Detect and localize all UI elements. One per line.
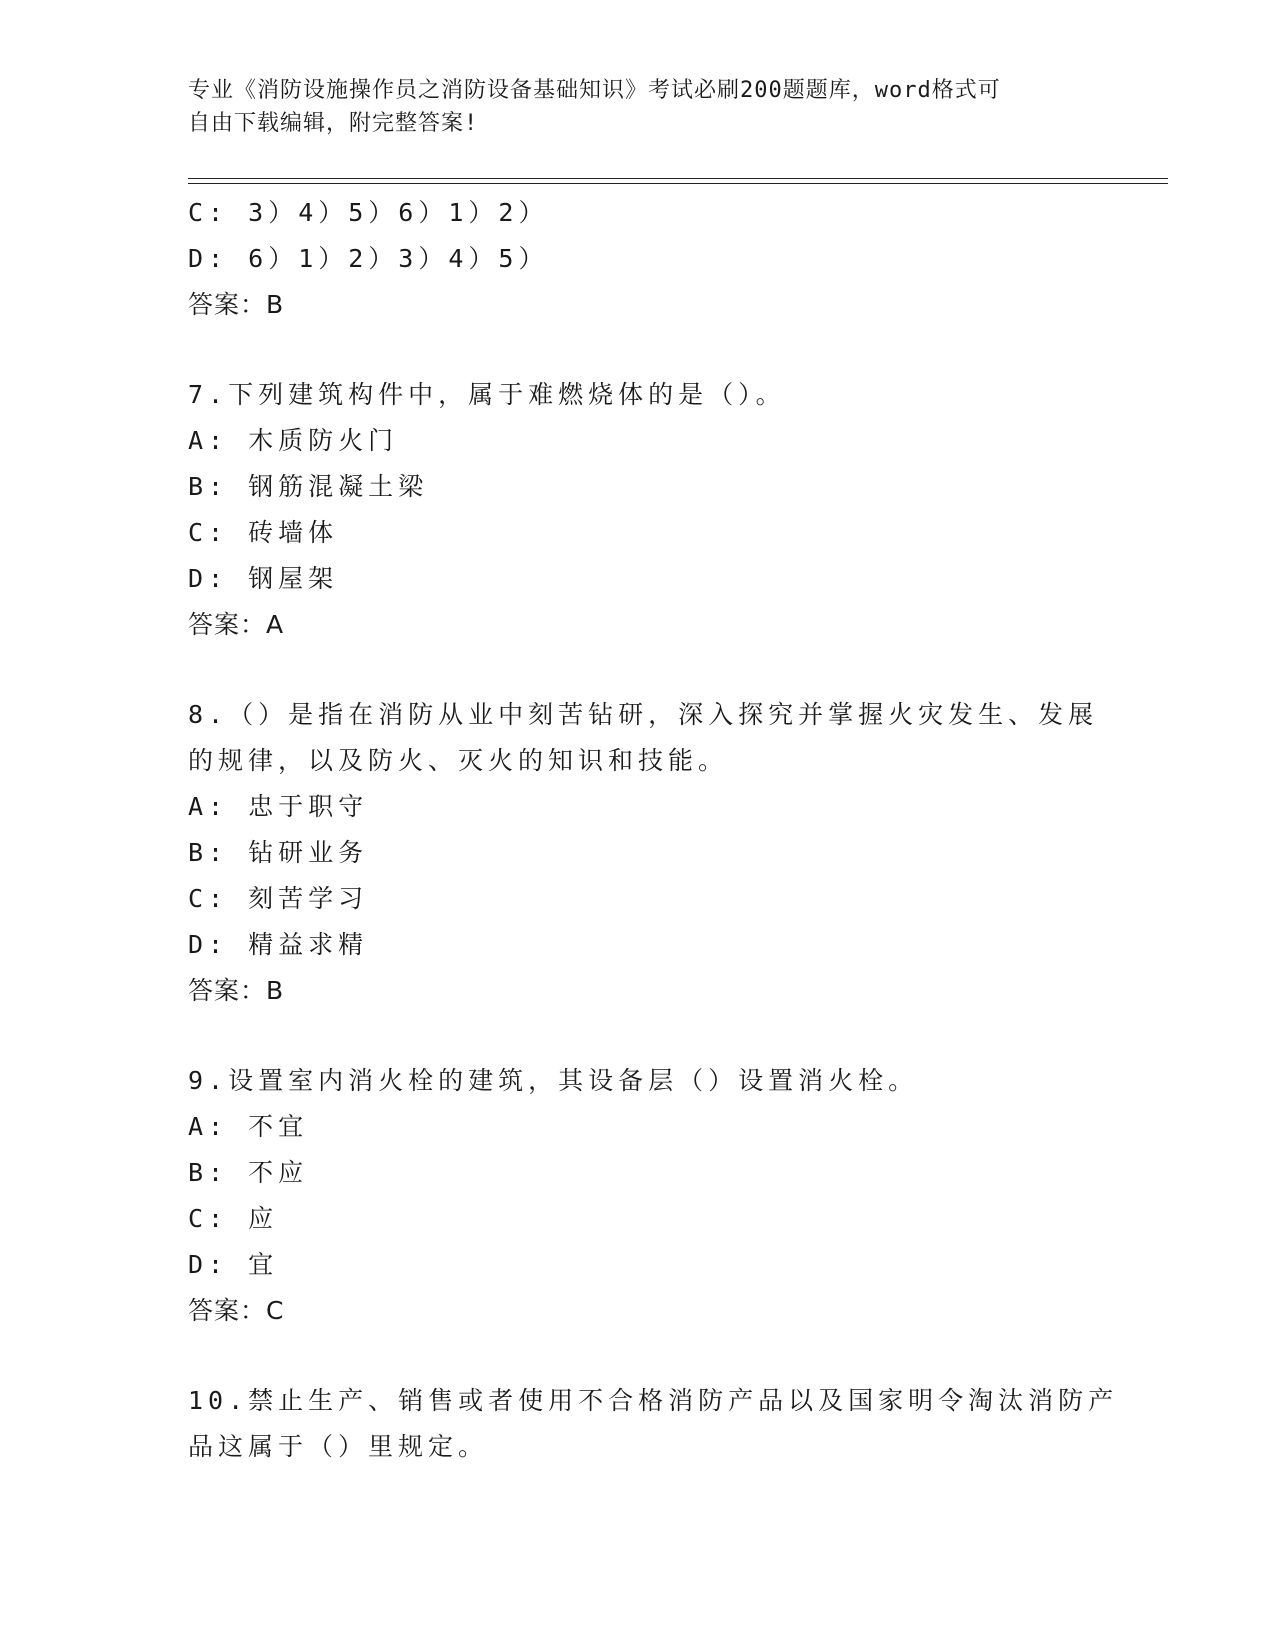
question-stem: 7.下列建筑构件中，属于难燃烧体的是（）。 [188, 380, 786, 409]
question-stem: 8.（）是指在消防从业中刻苦钻研，深入探究并掌握火灾发生、发展 [188, 700, 1099, 729]
question-spacer [188, 1014, 1088, 1058]
option-d: D: 6）1）2）3）4）5） [188, 244, 549, 273]
answer-line: 答案：B [188, 976, 285, 1005]
question-spacer [188, 1334, 1088, 1378]
option-c: C: 刻苦学习 [188, 884, 369, 913]
header-divider-top [188, 178, 1168, 179]
option-c: C: 砖墙体 [188, 518, 339, 547]
header-divider-bottom [188, 183, 1168, 184]
option-a: A: 忠于职守 [188, 792, 369, 821]
partial-question [188, 190, 1088, 328]
option-b: B: 钢筋混凝土梁 [188, 472, 429, 501]
document-header [188, 74, 1068, 140]
question-stem: 9.设置室内消火栓的建筑，其设备层（）设置消火栓。 [188, 1066, 919, 1095]
question-stem-continued: 的规律，以及防火、灭火的知识和技能。 [188, 746, 729, 775]
option-b: B: 钻研业务 [188, 838, 369, 867]
question-spacer [188, 648, 1088, 692]
question-block [188, 372, 1088, 648]
question-block [188, 1058, 1088, 1334]
option-c: C: 应 [188, 1204, 279, 1233]
option-d: D: 宜 [188, 1250, 279, 1279]
question-stem-continued: 品这属于（）里规定。 [188, 1432, 489, 1461]
option-b: B: 不应 [188, 1158, 309, 1187]
option-a: A: 不宜 [188, 1112, 309, 1141]
option-c: C: 3）4）5）6）1）2） [188, 198, 549, 227]
option-a: A: 木质防火门 [188, 426, 399, 455]
header-line-2: 自由下载编辑，附完整答案! [188, 111, 479, 136]
answer-line: 答案：C [188, 1296, 285, 1325]
answer-line: 答案：A [188, 610, 285, 639]
header-line-1: 专业《消防设施操作员之消防设备基础知识》考试必刷200题题库，word格式可 [188, 78, 1001, 103]
question-block [188, 692, 1099, 1014]
question-block [188, 1378, 1119, 1470]
option-d: D: 钢屋架 [188, 564, 339, 593]
question-spacer [188, 328, 1088, 372]
answer-line: 答案：B [188, 290, 285, 319]
question-stem: 10.禁止生产、销售或者使用不合格消防产品以及国家明令淘汰消防产 [188, 1386, 1119, 1415]
question-content [188, 190, 1119, 1470]
option-d: D: 精益求精 [188, 930, 369, 959]
